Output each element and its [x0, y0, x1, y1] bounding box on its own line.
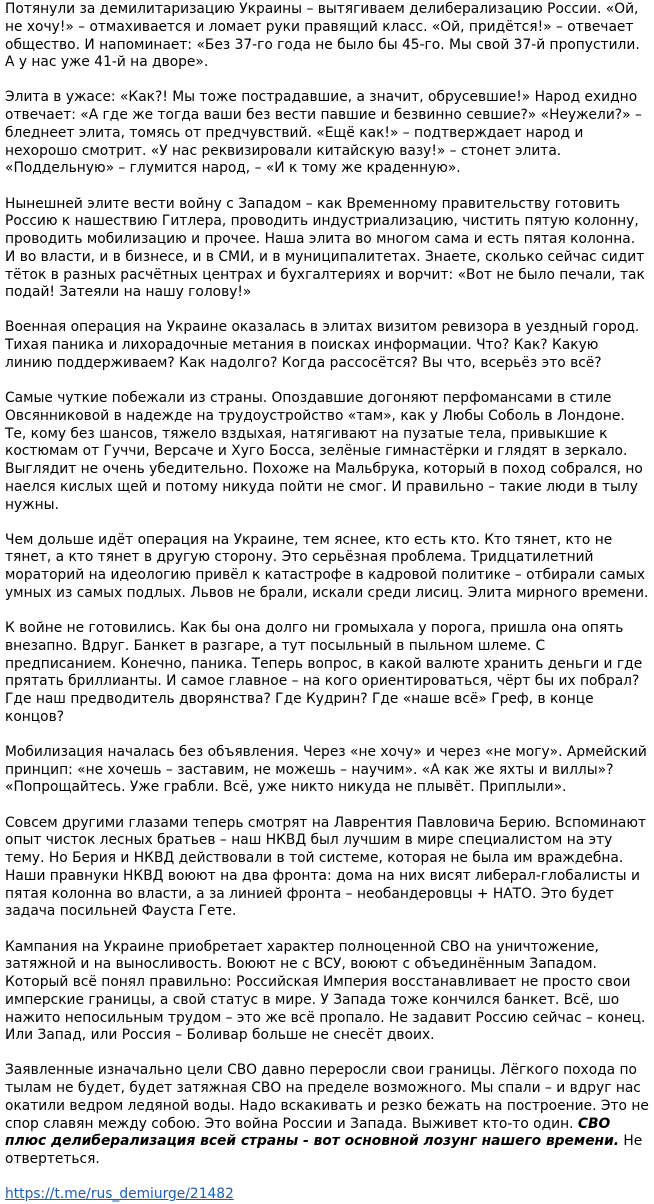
paragraph: Самые чуткие побежали из страны. Опоздавшие догоняют перфомансами в стиле Овсянниковой в надежде на трудоустройство «там», как у Любы Соболь в Лондоне. Те, кому без шансов, тяжело вздыхая, натягивают на пузатые тела, привыкшие к костюмам от Гуччи, Версаче и Хуго Босса, зелёные гимнастёрки и глядят в зеркало. Выглядит не очень убедительно. Похоже на Мальбрука, который в поход собрался, но наелся кислых щей и потому никуда пойти не смог. И правильно – такие люди в тылу нужны. — [5, 390, 643, 513]
emphasized-slogan: СВО плюс делиберализация всей страны - вот основной лозунг нашего времени. — [5, 1115, 619, 1150]
paragraph: Военная операция на Украине оказалась в элитах визитом ревизора в уездный город. Тихая паника и лихорадочные метания в поисках информации. Что? Как? Какую линию поддерживаем? Как надолго? Когда рассосётся? Вы что, всерьёз это всё? — [5, 319, 640, 371]
final-paragraph-text: Заявленные изначально цели СВО давно переросли свои границы. Лёгкого похода по тылам не будет, будет затяжная СВО на пределе возможного. Мы спали – и вдруг нас окатили ведром ледяной воды. Надо вскакивать и резко бежать на построение. Это не спор славян между собою. Это война России и Запада. Выживет кто-то один. — [5, 1062, 649, 1132]
paragraph: К войне не готовились. Как бы она долго ни громыхала у порога, пришла она опять внезапно. Вдруг. Банкет в разгаре, а тут посыльный в пыльном шлеме. С предписанием. Конечно, паника. Теперь вопрос, в какой валюте хранить деньги и где прятать бриллианты. И самое главное – на кого ориентироваться, чёрт бы их побрал? Где наш предводитель дворянства? Где Кудрин? Где «наше всё» Греф, в конце концов? — [5, 620, 643, 725]
paragraph: Совсем другими глазами теперь смотрят на Лаврентия Павловича Берию. Вспоминают опыт чисток лесных братьев – наш НКВД был лучшим в мире специалистом на эту тему. Но Берия и НКВД действовали в той системе, которая не была им враждебна. Наши правнуки НКВД воюют на два фронта: дома на них висят либерал-глобалисты и пятая колонна во власти, а за линией фронта – необандеровцы + НАТО. Это будет задача посильней Фауста Гете. — [5, 814, 647, 920]
paragraph: Кампания на Украине приобретает характер полноценной СВО на уничтожение, затяжной и на выносливость. Воюют не с ВСУ, воюют с объединённым Западом. Который всё понял правильно: Российская Империя восстанавливает не просто свои имперские границы, а свой статус в мире. У Запада тоже кончился банкет. Всё, шо нажито непосильным трудом – это же всё пропало. Не задавит Россию сейчас – конец. Или Запад, или Россия – Боливар больше не снесёт двоих. — [5, 938, 646, 1044]
final-paragraph — [5, 1062, 649, 1169]
article-body — [5, 0, 649, 1204]
source-line — [5, 1186, 649, 1204]
paragraph: Чем дольше идёт операция на Украине, тем яснее, кто есть кто. Кто тянет, кто не тянет, а кто тянет в другую сторону. Это серьёзная проблема. Тридцатилетний мораторий на идеологию привёл к катастрофе в кадровой политике – отбирали самых умных из самых подлых. Львов не брали, искали среди лисиц. Элита мирного времени. — [5, 531, 649, 601]
final-paragraph-ending: Не отвертеться. — [5, 1133, 643, 1168]
source-link[interactable]: https://t.me/rus_demiurge/21482 — [5, 1186, 234, 1203]
paragraph: Мобилизация началась без объявления. Через «не хочу» и через «не могу». Армейский принцип: «не хочешь – заставим, не можешь – научим». «А как же яхты и виллы»? «Попрощайтесь. Уже грабли. Всё, уже никто никуда не плывёт. Приплыли». — [5, 743, 647, 796]
paragraph: Нынешней элите вести войну с Западом – как Временному правительству готовить Россию к нашествию Гитлера, проводить индустриализацию, чистить пятую колонну, проводить мобилизацию и прочее. Наша элита во многом сама и есть пятая колонна. И во власти, и в бизнесе, и в СМИ, и в муниципалитетах. Знаете, сколько сейчас сидит тёток в разных расчётных центрах и бухгалтериях и ворчит: «Вот не было печали, так подай! Затеяли на нашу голову!» — [5, 195, 645, 301]
paragraph: Элита в ужасе: «Как?! Мы тоже пострадавшие, а значит, обрусевшие!» Народ ехидно отвечает: «А где же тогда ваши без вести павшие и безвинно севшие?» «Неужели?» – бледнеет элита, томясь от предчувствий. «Ещё как!» – подтверждает народ и нехорошо смотрит. «У нас реквизировали китайскую вазу!» – стонет элита. «Поддельную» – глумится народ, – «И к тому же краденную». — [5, 89, 642, 177]
paragraph: Потянули за демилитаризацию Украины – вытягиваем делиберализацию России. «Ой, не хочу!» – отмахивается и ломает руки правящий класс. «Ой, придётся!» – отвечает общество. И напоминает: «Без 37-го года не было бы 45-го. Мы свой 37-й пропустили. А у нас уже 41-й на дворе». — [5, 1, 640, 71]
